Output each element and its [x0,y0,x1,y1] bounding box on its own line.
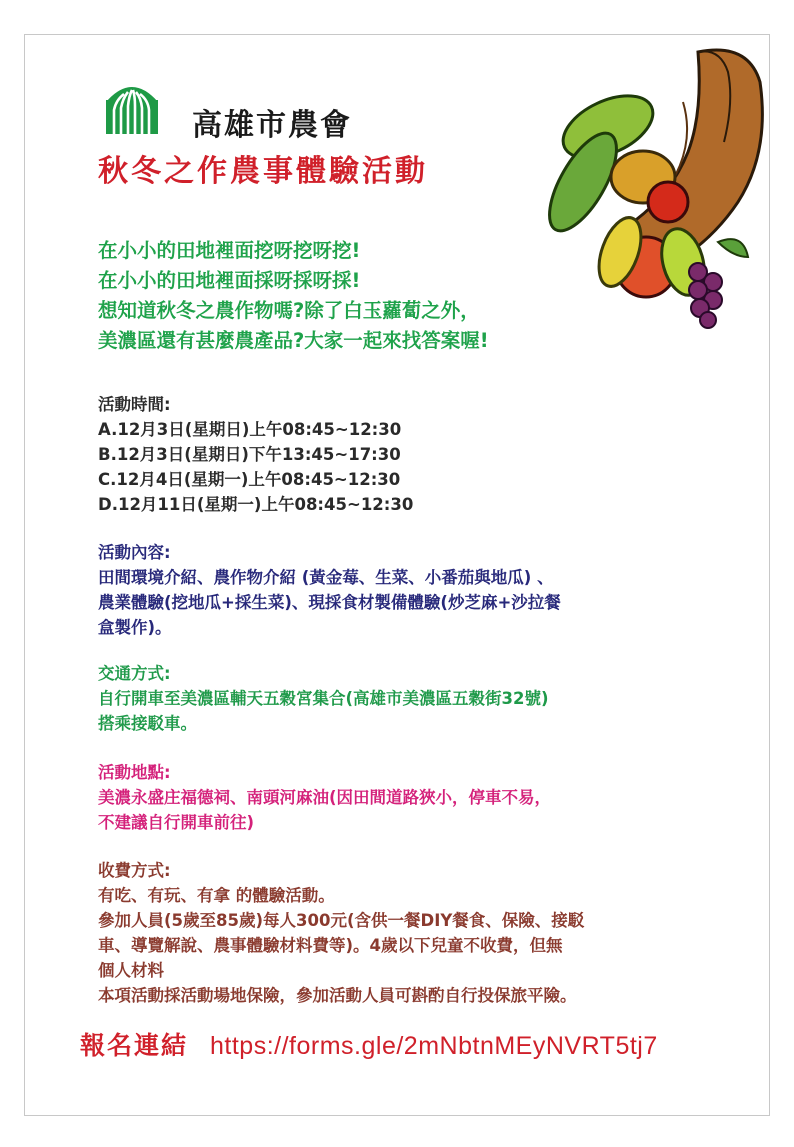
content-title: 活動內容: [98,543,171,562]
transport-section [98,661,549,736]
location-title: 活動地點: [98,763,171,782]
location-line: 美濃永盛庄福德祠、南頭河麻油(因田間道路狹小，停車不易， [98,788,552,807]
transport-title: 交通方式: [98,664,171,683]
intro-line: 美濃區還有甚麼農產品?大家一起來找答案喔! [98,329,489,352]
intro-text [98,236,489,356]
org-name: 高雄市農會 [192,108,352,143]
fees-line: 有吃、有玩、有拿 的體驗活動。 [98,886,335,905]
schedule-line: B.12月3日(星期日)下午13:45~17:30 [98,445,401,464]
fees-section [98,858,584,1008]
schedule-line: D.12月11日(星期一)上午08:45~12:30 [98,495,414,514]
registration-row [80,1026,658,1062]
transport-line: 搭乘接駁車。 [98,714,197,733]
content-line: 盒製作)。 [98,618,172,637]
fees-line: 個人材料 [98,961,164,980]
intro-line: 想知道秋冬之農作物嗎?除了白玉蘿蔔之外， [98,299,480,322]
schedule-title: 活動時間: [98,395,171,414]
schedule-line: A.12月3日(星期日)上午08:45~12:30 [98,420,402,439]
transport-line: 自行開車至美濃區輔天五穀宮集合(高雄市美濃區五穀街32號) [98,689,549,708]
intro-line: 在小小的田地裡面挖呀挖呀挖! [98,239,361,262]
fees-line: 參加人員(5歲至85歲)每人300元(含供一餐DIY餐食、保險、接駁 [98,911,585,930]
farmers-association-logo-icon [102,78,162,138]
registration-label: 報名連結 [80,1031,189,1060]
schedule-line: C.12月4日(星期一)上午08:45~12:30 [98,470,401,489]
intro-line: 在小小的田地裡面採呀採呀採! [98,269,361,292]
fees-line: 本項活動採活動場地保險，參加活動人員可斟酌自行投保旅平險。 [98,986,577,1005]
content-section [98,540,561,640]
schedule-section [98,392,413,517]
registration-link[interactable]: https://forms.gle/2mNbtnMEyNVRT5tj7 [210,1032,658,1060]
location-section [98,760,551,835]
fees-line: 車、導覽解說、農事體驗材料費等)。4歲以下兒童不收費，但無 [98,936,563,955]
fees-title: 收費方式: [98,861,171,880]
cornucopia-harvest-icon [548,42,768,332]
content-line: 田間環境介紹、農作物介紹 (黃金莓、生菜、小番茄與地瓜) 、 [98,568,554,587]
event-title: 秋冬之作農事體驗活動 [98,154,428,189]
content-line: 農業體驗(挖地瓜+採生菜)、現採食材製備體驗(炒芝麻+沙拉餐 [98,593,561,612]
location-line: 不建議自行開車前往) [98,813,255,832]
